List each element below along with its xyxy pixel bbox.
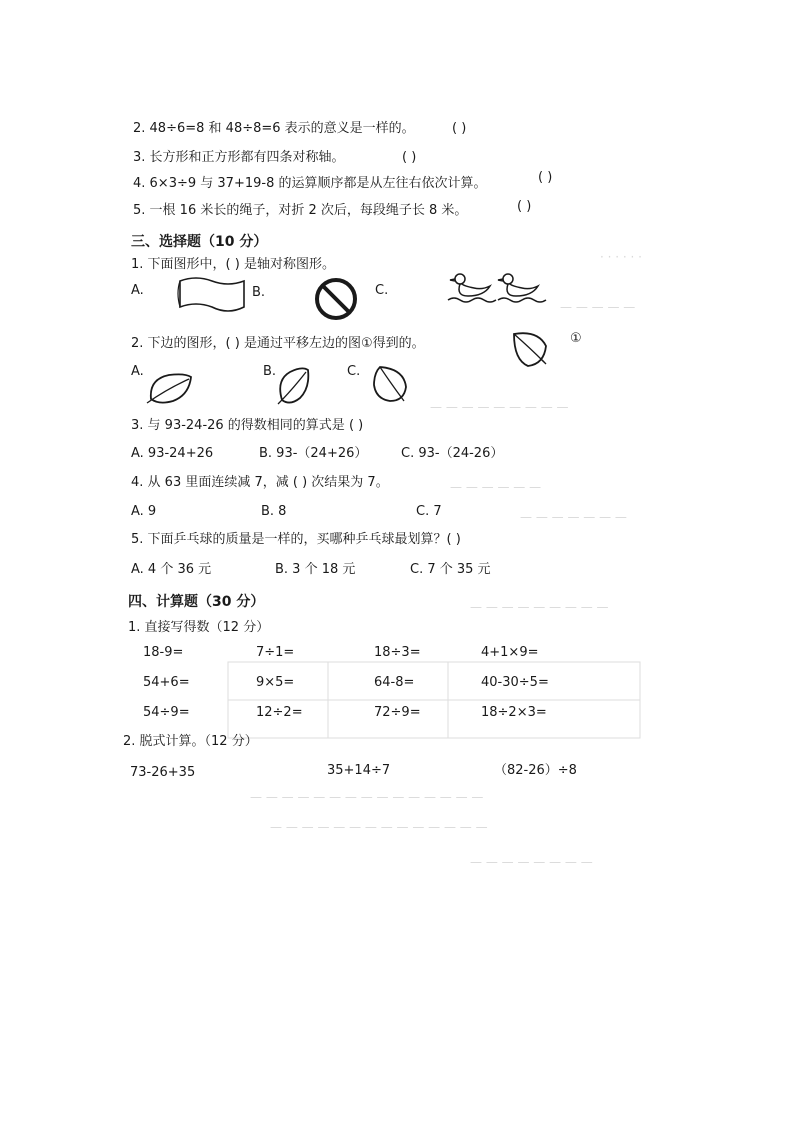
calc-heading: 四、计算题（30 分） [128,594,265,610]
oral-calc-item: 18÷2×3= [481,705,547,720]
bleed-through: — — — — — — — — — [430,400,569,414]
judge-q4: 4. 6×3÷9 与 37+19-8 的运算顺序都是从左往右依次计算。 [133,176,487,191]
leaf-label-1: ① [570,331,582,346]
calc-sub2: 2. 脱式计算。（12 分） [123,734,258,749]
choice-q5: 5. 下面乒乓球的质量是一样的，买哪种乒乓球最划算？( ) [131,532,461,547]
bleed-through: — — — — — — — — — [470,600,609,614]
judge-q3-answer[interactable]: ( ) [402,150,417,165]
choice-q1-option-a[interactable]: A. [131,283,144,298]
bleed-through: — — — — — — — — [470,855,593,869]
oral-calc-item: 54+6= [143,675,190,690]
leaf-a-icon [145,371,193,405]
oral-calc-item: 9×5= [256,675,295,690]
bleed-through: — — — — — — — [520,510,627,524]
step-calc-item: 35+14÷7 [327,763,391,778]
choice-q3-option-b[interactable]: B. 93-（24+26） [259,446,368,461]
judge-q2-answer[interactable]: ( ) [452,121,467,136]
judge-q5-answer[interactable]: ( ) [517,199,532,214]
choice-q2-option-b[interactable]: B. [263,364,277,379]
oral-calc-item: 18÷3= [374,645,421,660]
oral-calc-item: 40-30÷5= [481,675,549,690]
faint-table-lines [228,662,648,742]
judge-q3: 3. 长方形和正方形都有四条对称轴。 [133,150,345,165]
step-calc-item: 73-26+35 [130,765,196,780]
judge-q5: 5. 一根 16 米长的绳子，对折 2 次后，每段绳子长 8 米。 [133,203,468,218]
choice-q1-option-b[interactable]: B. [252,285,266,300]
leaf-original-icon [508,328,550,370]
choice-q2-option-c[interactable]: C. [347,364,361,379]
no-entry-sign-icon [314,277,358,321]
choice-q4-option-b[interactable]: B. 8 [261,504,287,519]
choice-q2: 2. 下边的图形，( ) 是通过平移左边的图①得到的。 [131,336,425,351]
choice-q5-option-a[interactable]: A. 4 个 36 元 [131,562,212,577]
choice-q1: 1. 下面图形中，( ) 是轴对称图形。 [131,257,335,272]
oral-calc-item: 72÷9= [374,705,421,720]
bleed-through: — — — — — — — — — — — — — — — [250,790,484,804]
oral-calc-item: 18-9= [143,645,184,660]
choice-heading: 三、选择题（10 分） [131,234,268,250]
choice-q3: 3. 与 93-24-26 的得数相同的算式是 ( ) [131,418,364,433]
step-calc-item: （82-26）÷8 [494,763,577,778]
leaf-c-icon [370,363,410,405]
bleed-through: · · · · · · [600,250,642,264]
choice-q1-option-c[interactable]: C. [375,283,389,298]
calc-sub1: 1. 直接写得数（12 分） [128,620,270,635]
flag-shape-icon [176,277,248,319]
choice-q3-option-c[interactable]: C. 93-（24-26） [401,446,504,461]
oral-calc-item: 64-8= [374,675,415,690]
oral-calc-item: 12÷2= [256,705,303,720]
choice-q2-option-a[interactable]: A. [131,364,144,379]
choice-q5-option-b[interactable]: B. 3 个 18 元 [275,562,356,577]
oral-calc-item: 4+1×9= [481,645,539,660]
judge-q2: 2. 48÷6=8 和 48÷8=6 表示的意义是一样的。 [133,121,415,136]
choice-q4: 4. 从 63 里面连续减 7，减 ( ) 次结果为 7。 [131,475,389,490]
choice-q3-option-a[interactable]: A. 93-24+26 [131,446,214,461]
oral-calc-item: 54÷9= [143,705,190,720]
choice-q4-option-c[interactable]: C. 7 [416,504,442,519]
oral-calc-item: 7÷1= [256,645,295,660]
bleed-through: — — — — — — [450,480,542,494]
judge-q4-answer[interactable]: ( ) [538,170,553,185]
choice-q4-option-a[interactable]: A. 9 [131,504,157,519]
bleed-through: — — — — — — — — — — — — — — [270,820,488,834]
leaf-b-icon [274,366,312,406]
bleed-through: — — — — — [560,300,636,314]
choice-q5-option-c[interactable]: C. 7 个 35 元 [410,562,491,577]
ducks-icon [446,270,550,306]
